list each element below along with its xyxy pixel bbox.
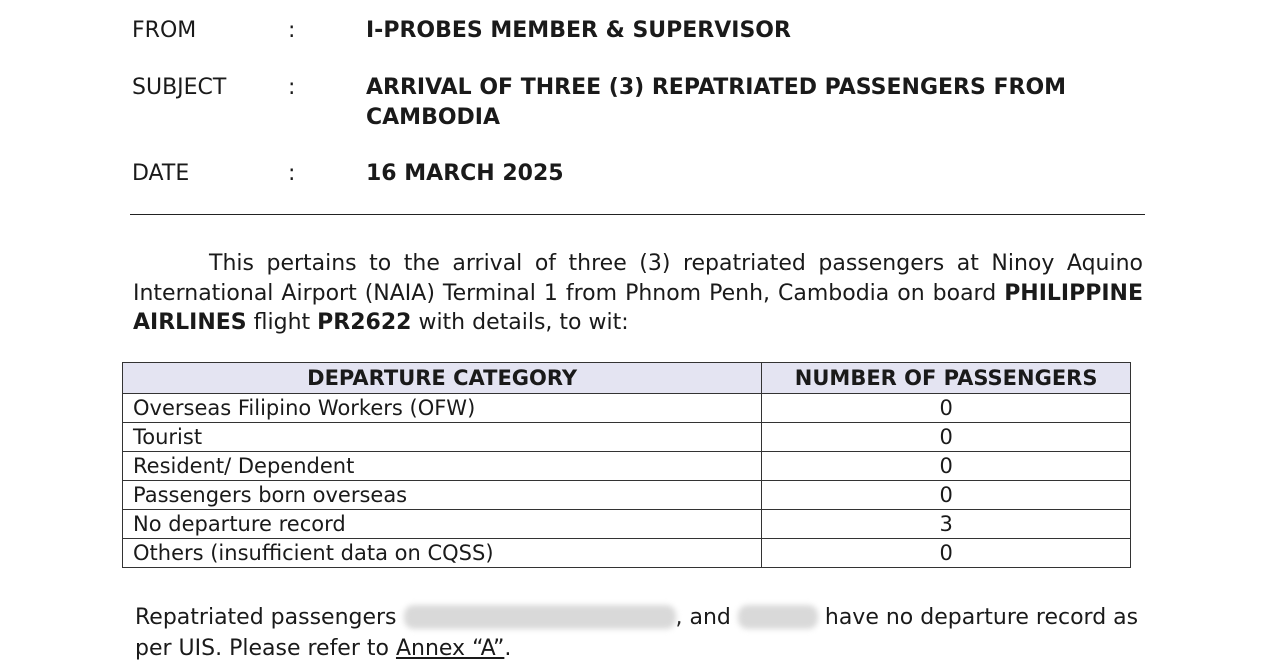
closing-paragraph	[135, 602, 1145, 664]
intro-tail: with details, to wit:	[411, 310, 629, 335]
intro-text: This pertains to the arrival of three (3) repatriated passengers at Ninoy Aquino International Airport (NAIA) Terminal 1 from Phnom Penh, Cambodia on board	[133, 251, 1143, 306]
closing-end: .	[504, 636, 512, 661]
table-row	[123, 481, 1131, 510]
table-row	[123, 423, 1131, 452]
category-cell: Tourist	[123, 423, 762, 452]
table-header-row	[123, 363, 1131, 394]
table-row	[123, 539, 1131, 568]
intro-paragraph	[133, 249, 1143, 338]
count-cell: 0	[762, 481, 1131, 510]
count-cell: 0	[762, 539, 1131, 568]
count-cell: 3	[762, 510, 1131, 539]
header-divider	[130, 214, 1145, 215]
category-cell: Resident/ Dependent	[123, 452, 762, 481]
category-cell: No departure record	[123, 510, 762, 539]
date-value: 16 MARCH 2025	[366, 161, 564, 186]
airline-name: PHILIPPINE AIRLINES	[133, 280, 1143, 335]
flight-number: PR2622	[317, 310, 412, 335]
from-value: I-PROBES MEMBER & SUPERVISOR	[366, 18, 791, 43]
departure-table	[122, 362, 1131, 568]
count-cell: 0	[762, 452, 1131, 481]
count-cell: 0	[762, 394, 1131, 423]
subject-colon: :	[288, 75, 296, 100]
redacted-name-2	[738, 605, 818, 629]
from-colon: :	[288, 18, 296, 43]
table-row	[123, 510, 1131, 539]
closing-lead: Repatriated passengers	[135, 605, 404, 630]
date-colon: :	[288, 161, 296, 186]
subject-value: ARRIVAL OF THREE (3) REPATRIATED PASSENGERS FROM CAMBODIA	[366, 75, 1067, 130]
table-row	[123, 394, 1131, 423]
subject-label: SUBJECT	[132, 75, 227, 100]
date-label: DATE	[132, 161, 190, 186]
col-header-count: NUMBER OF PASSENGERS	[762, 363, 1131, 394]
category-cell: Passengers born overseas	[123, 481, 762, 510]
col-header-category: DEPARTURE CATEGORY	[123, 363, 762, 394]
annex-reference: Annex “A”	[395, 636, 505, 661]
closing-tail: have no departure record as per UIS. Please refer to	[135, 605, 1139, 661]
from-label: FROM	[132, 18, 197, 43]
category-cell: Others (insufficient data on CQSS)	[123, 539, 762, 568]
redacted-name-1	[404, 605, 676, 629]
count-cell: 0	[762, 423, 1131, 452]
table-row	[123, 452, 1131, 481]
flight-word: flight	[246, 310, 318, 335]
closing-mid: , and	[675, 605, 738, 630]
category-cell: Overseas Filipino Workers (OFW)	[123, 394, 762, 423]
